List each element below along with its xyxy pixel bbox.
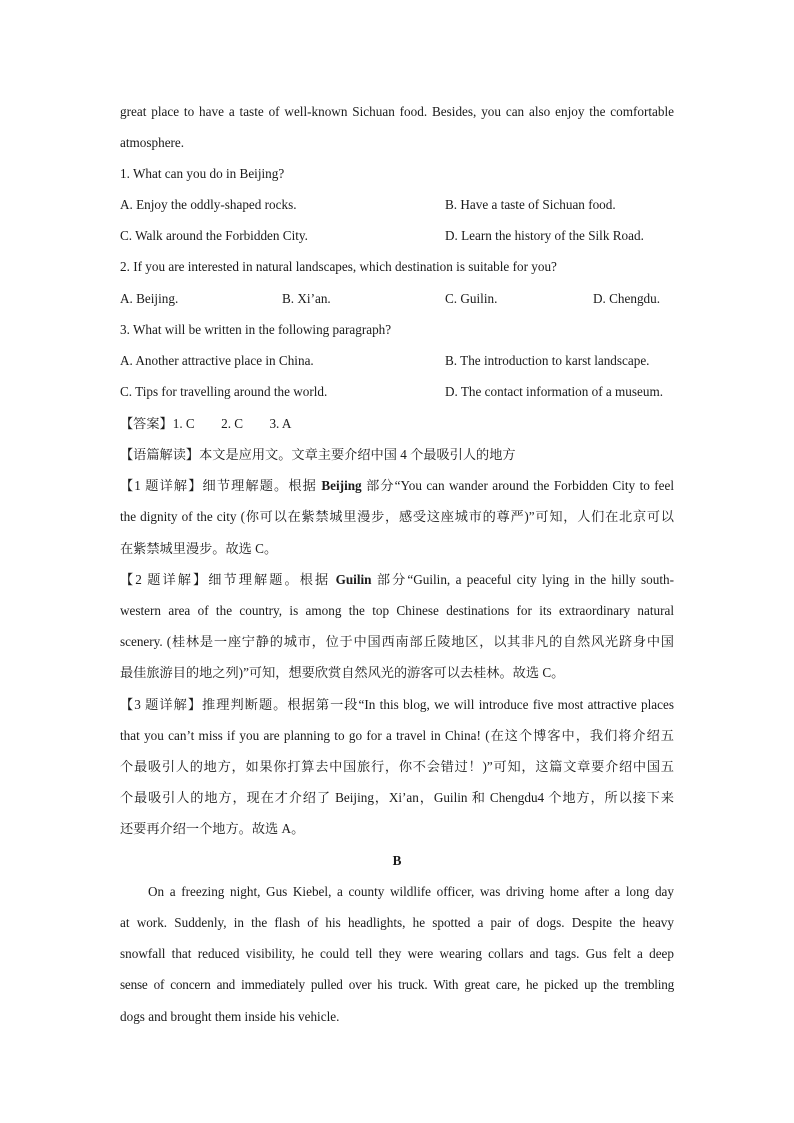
passage-summary: 【语篇解读】本文是应用文。文章主要介绍中国 4 个最吸引人的地方 [120,447,516,462]
q2-explanation-line: scenery. (桂林是一座宁静的城市，位于中国西南部丘陵地区，以其非凡的自然风光跻身中国 [120,634,674,649]
passage-a-line: great place to have a taste of well-known Sichuan food. Besides, you can also enjoy the comfortable [120,104,674,119]
passage-b-line: On a freezing night, Gus Kiebel, a county wildlife officer, was driving home after a long day [148,884,674,899]
q3-explanation-line: that you can’t miss if you are planning to go for a travel in China! (在这个博客中，我们将介绍五 [120,728,674,743]
q2-explanation-line: 【2 题详解】细节理解题。根据 Guilin 部分“Guilin, a peaceful city lying in the hilly south- [120,572,675,587]
passage-b-line: sense of concern and immediately pulled over his truck. With great care, he picked up the trembling [120,977,674,992]
q1-explanation-line: the dignity of the city (你可以在紫禁城里漫步，感受这座城市的尊严)”可知，人们在北京可以 [120,509,674,524]
question-3-option-c: C. Tips for travelling around the world. [120,384,328,399]
question-1-option-b: B. Have a taste of Sichuan food. [445,197,616,212]
q1-explanation-line: 【1 题详解】细节理解题。根据 Beijing 部分“You can wander around the Forbidden City to feel [120,478,674,493]
question-1-stem: 1. What can you do in Beijing? [120,166,285,181]
q2-explanation-line: western area of the country, is among the top Chinese destinations for its extraordinary natural [120,603,674,618]
question-2-option-c: C. Guilin. [445,291,498,306]
question-3-stem: 3. What will be written in the following paragraph? [120,322,392,337]
q1-explanation-line: 在紫禁城里漫步。故选 C。 [120,541,278,556]
question-1-option-c: C. Walk around the Forbidden City. [120,228,308,243]
answer-key: 【答案】1. C 2. C 3. A [120,416,292,431]
q2-explanation-line: 最佳旅游目的地之列)”可知，想要欣赏自然风光的游客可以去桂林。故选 C。 [120,665,565,680]
passage-b-line: at work. Suddenly, in the flash of his headlights, he spotted a pair of dogs. Despite the heavy [120,915,674,930]
passage-b-line: snowfall that reduced visibility, he could tell they were wearing collars and tags. Gus felt a deep [120,946,674,961]
question-3-option-d: D. The contact information of a museum. [445,384,664,399]
question-1-option-a: A. Enjoy the oddly-shaped rocks. [120,197,297,212]
passage-a-line: atmosphere. [120,135,185,150]
passage-b-line: dogs and brought them inside his vehicle. [120,1009,340,1024]
q3-explanation-line: 个最吸引人的地方，现在才介绍了 Beijing，Xi’an，Guilin 和 Chengdu4 个地方，所以接下来 [120,790,674,805]
question-3-option-b: B. The introduction to karst landscape. [445,353,650,368]
question-2-stem: 2. If you are interested in natural landscapes, which destination is suitable for you? [120,259,557,274]
question-2-option-d: D. Chengdu. [593,291,661,306]
q3-explanation-line: 还要再介绍一个地方。故选 A。 [120,821,305,836]
q3-explanation-line: 【3 题详解】推理判断题。根据第一段“In this blog, we will introduce five most attractive places [120,697,674,712]
q3-explanation-line: 个最吸引人的地方，如果你打算去中国旅行，你不会错过！)”可知，这篇文章要介绍中国五 [120,759,674,774]
question-2-option-a: A. Beijing. [120,291,179,306]
question-3-option-a: A. Another attractive place in China. [120,353,314,368]
question-1-option-d: D. Learn the history of the Silk Road. [445,228,644,243]
section-heading: B [392,853,402,868]
question-2-option-b: B. Xi’an. [282,291,331,306]
